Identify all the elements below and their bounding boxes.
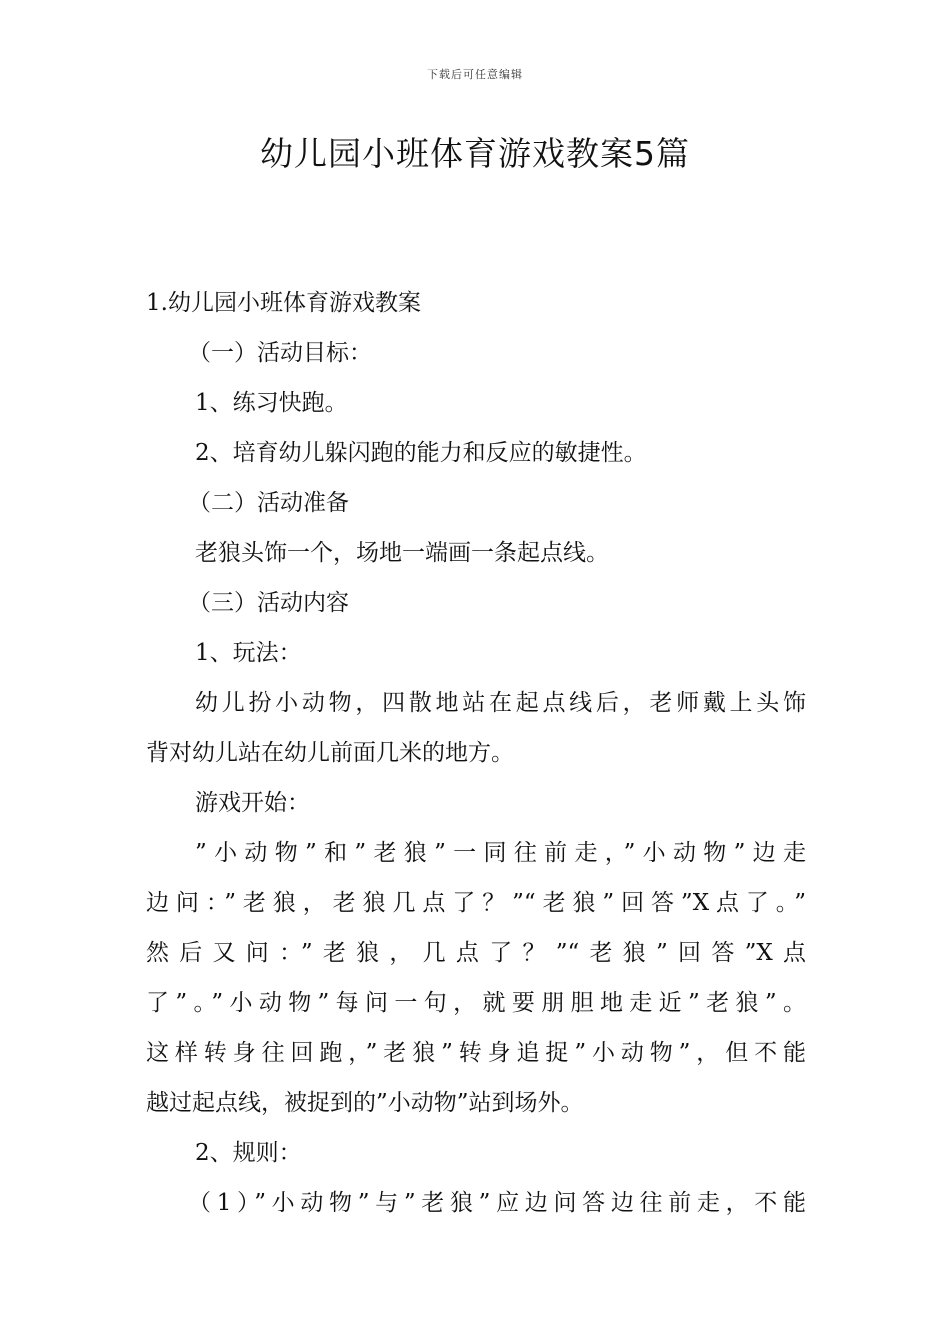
game-paragraph-line-1: ”小动物”和”老狼”一同往前走，”小动物”边走 — [195, 840, 806, 866]
header-note: 下载后可任意编辑 — [427, 68, 523, 81]
play-heading: 1、玩法： — [195, 640, 302, 666]
game-paragraph-line-3: 然后又问：”老狼，几点了？”“老狼”回答”X点 — [146, 940, 806, 966]
goal-item-2: 2、培育幼儿躲闪跑的能力和反应的敏捷性。 — [195, 440, 647, 466]
game-start-label: 游戏开始： — [195, 790, 310, 816]
prep-heading: （二）活动准备 — [188, 490, 349, 516]
game-paragraph-line-2: 边问：”老狼，老狼几点了？”“老狼”回答”X点了。” — [146, 890, 806, 916]
play-paragraph-line-2: 背对幼儿站在幼儿前面几米的地方。 — [146, 740, 514, 766]
game-paragraph-line-6: 越过起点线，被捉到的”小动物”站到场外。 — [146, 1090, 584, 1116]
rule-item-1: （1）”小动物”与”老狼”应边问答边往前走，不能 — [188, 1190, 806, 1216]
document-title: 幼儿园小班体育游戏教案5篇 — [260, 134, 690, 173]
prep-text: 老狼头饰一个，场地一端画一条起点线。 — [195, 540, 609, 566]
goal-item-1: 1、练习快跑。 — [195, 390, 348, 416]
rules-heading: 2、规则： — [195, 1140, 302, 1166]
game-paragraph-line-4: 了”。”小动物”每问一句，就要朋胆地走近”老狼”。 — [146, 990, 806, 1016]
game-paragraph-line-5: 这样转身往回跑，”老狼”转身追捉”小动物”，但不能 — [146, 1040, 806, 1066]
goal-heading: （一）活动目标： — [188, 340, 372, 366]
play-paragraph-line-1: 幼儿扮小动物，四散地站在起点线后，老师戴上头饰 — [195, 690, 806, 716]
section-heading: 1.幼儿园小班体育游戏教案 — [146, 290, 421, 316]
content-heading: （三）活动内容 — [188, 590, 349, 616]
document-body — [146, 278, 806, 1228]
